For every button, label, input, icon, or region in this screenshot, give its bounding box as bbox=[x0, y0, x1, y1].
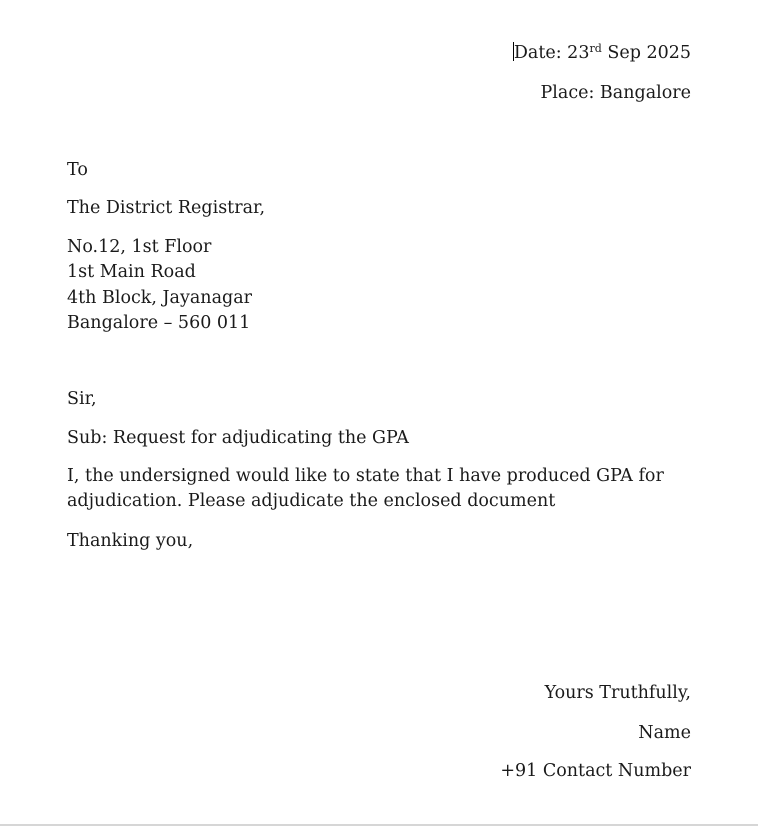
body-paragraph: I, the undersigned would like to state that I have produced GPA for adjudication. Please adjudicate the enclosed document bbox=[67, 466, 664, 511]
recipient-address bbox=[67, 235, 252, 336]
address-line: No.12, 1st Floor bbox=[67, 237, 212, 257]
date-label: Date: 23 bbox=[513, 43, 590, 63]
address-line: 4th Block, Jayanagar bbox=[67, 287, 252, 308]
place-line: Place: Bangalore bbox=[540, 83, 691, 103]
contact-number: +91 Contact Number bbox=[500, 761, 691, 781]
address-line: Bangalore – 560 011 bbox=[67, 312, 251, 333]
recipient-name: The District Registrar, bbox=[67, 198, 266, 218]
date-rest: Sep 2025 bbox=[601, 43, 691, 63]
salutation: Sir, bbox=[67, 389, 97, 409]
sign-off: Yours Truthfully, bbox=[544, 683, 691, 703]
closing-line: Thanking you, bbox=[67, 531, 194, 551]
date-ordinal-suffix: rd bbox=[589, 42, 602, 55]
to-label: To bbox=[67, 160, 88, 180]
signatory-name: Name bbox=[638, 723, 691, 743]
date-line bbox=[513, 41, 691, 66]
address-line: 1st Main Road bbox=[67, 262, 196, 283]
subject-line: Sub: Request for adjudicating the GPA bbox=[67, 428, 409, 448]
